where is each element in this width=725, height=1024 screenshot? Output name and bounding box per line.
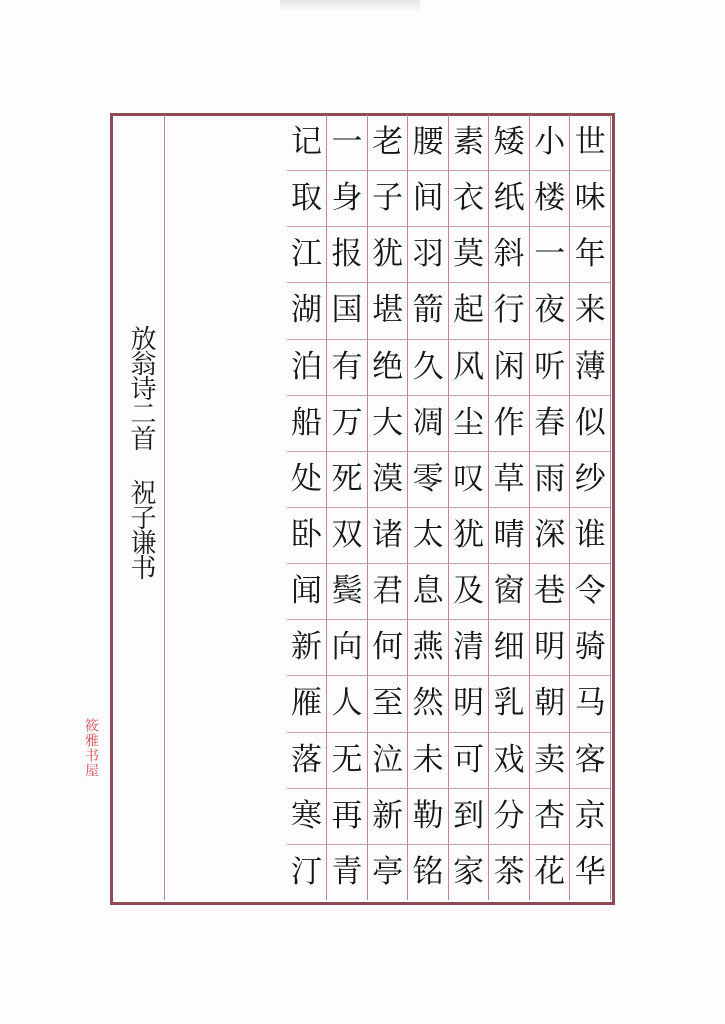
character-cell: 湖 (287, 283, 327, 339)
character-cell: 老 (368, 115, 408, 171)
character-cell: 莫 (449, 227, 489, 283)
character-cell: 巷 (530, 564, 570, 620)
character-cell: 分 (489, 789, 529, 845)
character-cell: 箭 (408, 283, 448, 339)
character-cell: 薄 (570, 340, 610, 396)
character-cell: 身 (327, 171, 367, 227)
character-cell: 零 (408, 452, 448, 508)
character-cell: 叹 (449, 452, 489, 508)
character-cell: 然 (408, 676, 448, 732)
character-cell: 纸 (489, 171, 529, 227)
character-cell: 太 (408, 508, 448, 564)
character-cell: 杏 (530, 789, 570, 845)
character-cell: 可 (449, 733, 489, 789)
character-cell: 明 (449, 676, 489, 732)
character-cell: 一 (530, 227, 570, 283)
poem-column (408, 115, 449, 900)
character-cell: 明 (530, 620, 570, 676)
character-cell: 斜 (489, 227, 529, 283)
character-cell: 绝 (368, 340, 408, 396)
character-cell: 素 (449, 115, 489, 171)
character-cell: 犹 (368, 227, 408, 283)
character-cell: 至 (368, 676, 408, 732)
character-cell: 小 (530, 115, 570, 171)
signature-inscription: 放翁诗二首 祝子谦书 (126, 325, 156, 579)
character-cell: 取 (287, 171, 327, 227)
character-cell: 堪 (368, 283, 408, 339)
character-cell: 江 (287, 227, 327, 283)
poem-column (287, 115, 328, 900)
character-cell: 谁 (570, 508, 610, 564)
character-cell: 似 (570, 396, 610, 452)
character-cell: 无 (327, 733, 367, 789)
character-cell: 马 (570, 676, 610, 732)
character-cell: 草 (489, 452, 529, 508)
character-cell: 深 (530, 508, 570, 564)
character-cell: 年 (570, 227, 610, 283)
calligraphy-grid (164, 115, 611, 900)
character-cell: 华 (574, 853, 606, 890)
character-cell: 处 (287, 452, 327, 508)
character-cell: 卖 (530, 733, 570, 789)
poem-column (489, 115, 530, 900)
character-cell: 泣 (368, 733, 408, 789)
character-cell: 一 (327, 115, 367, 171)
character-cell: 纱 (570, 452, 610, 508)
character-cell: 万 (327, 396, 367, 452)
character-cell: 记 (287, 115, 327, 171)
character-cell: 京 (570, 789, 610, 845)
character-cell: 漠 (368, 452, 408, 508)
character-cell: 青 (331, 853, 363, 890)
character-cell: 朝 (530, 676, 570, 732)
character-cell: 君 (368, 564, 408, 620)
character-cell: 亭 (372, 853, 404, 890)
character-cell: 矮 (489, 115, 529, 171)
character-cell: 羽 (408, 227, 448, 283)
character-cell: 国 (327, 283, 367, 339)
character-cell: 大 (368, 396, 408, 452)
character-cell: 雁 (287, 676, 327, 732)
character-cell: 楼 (530, 171, 570, 227)
character-cell: 戏 (489, 733, 529, 789)
character-cell: 燕 (408, 620, 448, 676)
character-cell: 乳 (489, 676, 529, 732)
poem-column (327, 115, 368, 900)
character-cell: 衣 (449, 171, 489, 227)
character-cell: 到 (449, 789, 489, 845)
character-cell: 闲 (489, 340, 529, 396)
character-cell: 令 (570, 564, 610, 620)
character-cell: 细 (489, 620, 529, 676)
character-cell: 间 (408, 171, 448, 227)
character-cell: 息 (408, 564, 448, 620)
character-cell: 汀 (291, 853, 323, 890)
character-cell: 起 (449, 283, 489, 339)
character-cell: 味 (570, 171, 610, 227)
poem-column (530, 115, 571, 900)
character-cell: 死 (327, 452, 367, 508)
character-cell: 泊 (287, 340, 327, 396)
poem-column (449, 115, 490, 900)
character-cell: 听 (530, 340, 570, 396)
character-cell: 凋 (408, 396, 448, 452)
character-cell: 铭 (412, 853, 444, 890)
scan-edge-shadow (280, 0, 420, 12)
poem-column (368, 115, 409, 900)
character-cell: 双 (327, 508, 367, 564)
character-cell: 世 (570, 115, 610, 171)
character-cell: 夜 (530, 283, 570, 339)
character-cell: 卧 (287, 508, 327, 564)
character-cell: 有 (327, 340, 367, 396)
character-cell: 茶 (493, 853, 525, 890)
character-cell: 尘 (449, 396, 489, 452)
character-cell: 再 (327, 789, 367, 845)
character-cell: 未 (408, 733, 448, 789)
character-cell: 清 (449, 620, 489, 676)
character-cell: 雨 (530, 452, 570, 508)
character-cell: 寒 (287, 789, 327, 845)
character-cell: 向 (327, 620, 367, 676)
character-cell: 鬓 (327, 564, 367, 620)
character-cell: 何 (368, 620, 408, 676)
character-cell: 子 (368, 171, 408, 227)
character-cell: 落 (287, 733, 327, 789)
character-cell: 风 (449, 340, 489, 396)
character-cell: 客 (570, 733, 610, 789)
character-cell: 船 (287, 396, 327, 452)
character-cell: 报 (327, 227, 367, 283)
character-cell: 诸 (368, 508, 408, 564)
character-cell: 新 (368, 789, 408, 845)
character-cell: 勒 (408, 789, 448, 845)
character-cell: 花 (534, 853, 566, 890)
studio-seal: 筱雅书屋 (83, 718, 99, 778)
poem-column (570, 115, 611, 900)
character-cell: 腰 (408, 115, 448, 171)
character-cell: 久 (408, 340, 448, 396)
character-cell: 窗 (489, 564, 529, 620)
character-cell: 骑 (570, 620, 610, 676)
character-cell: 晴 (489, 508, 529, 564)
character-cell: 闻 (287, 564, 327, 620)
character-cell: 及 (449, 564, 489, 620)
character-cell: 新 (287, 620, 327, 676)
character-cell: 犹 (449, 508, 489, 564)
character-cell: 来 (570, 283, 610, 339)
character-cell: 家 (453, 853, 485, 890)
character-cell: 行 (489, 283, 529, 339)
character-cell: 作 (489, 396, 529, 452)
character-cell: 人 (327, 676, 367, 732)
character-cell: 春 (530, 396, 570, 452)
